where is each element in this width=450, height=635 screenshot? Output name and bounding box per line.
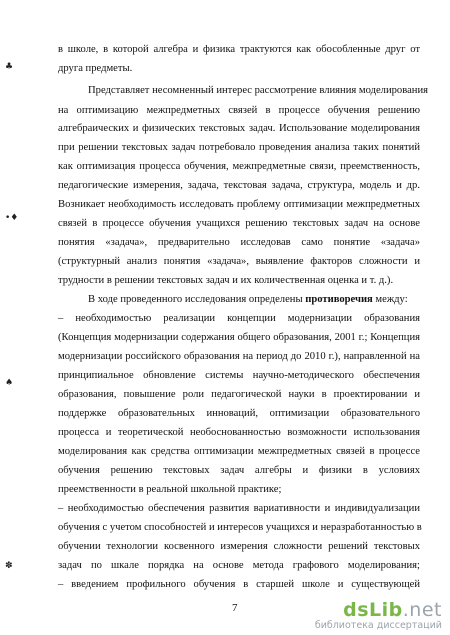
text-line: друга предметы. bbox=[58, 63, 133, 74]
text-line: задач по шкале порядка на основе метода графового моделирования; bbox=[58, 560, 420, 571]
text-fragment: В ходе проведенного исследования определены bbox=[88, 294, 306, 305]
text-fragment: между: bbox=[372, 294, 408, 305]
text-line: обучения решению текстовых задач алгебры и физики в условиях bbox=[58, 465, 420, 476]
text-line: на оптимизацию межпредметных связей в процессе обучения решению bbox=[58, 105, 420, 116]
watermark-subtitle: библиотека диссертаций bbox=[314, 620, 442, 631]
text-line: понятия «задача», предварительно исследовав само понятие «задача» bbox=[58, 237, 420, 248]
text-line: Возникает необходимость исследовать проблему оптимизации межпредметных bbox=[58, 199, 420, 210]
text-line: модернизации российского образования на период до 2010 г.), направленной на bbox=[58, 351, 420, 362]
text-line: при решении текстовых задач потребовало проведения анализа таких понятий bbox=[58, 142, 420, 153]
text-line: – необходимостью обеспечения развития вариативности и индивидуализации bbox=[58, 503, 420, 514]
text-line: преемственности в реальной школьной практике; bbox=[58, 484, 282, 495]
margin-mark: ♣ bbox=[5, 62, 14, 72]
text-line: образования, повышение роли педагогической науки в проектировании и bbox=[58, 389, 420, 400]
text-line: моделирования как средства оптимизации межпредметных связей в процессе bbox=[58, 446, 420, 457]
page-number: 7 bbox=[232, 602, 238, 614]
text-line: (структурный анализ понятия «задача», выявление факторов сложности и bbox=[58, 256, 420, 267]
text-line: процесса и теоретической необоснованностью возможности использования bbox=[58, 427, 420, 438]
text-line: обучении технологии косвенного измерения сложности решений текстовых bbox=[58, 541, 420, 552]
text-line: трудности в решении текстовых задач и их количественная оценка и т. д.). bbox=[58, 275, 394, 286]
watermark-logo-tld: .net bbox=[402, 599, 442, 621]
text-line bbox=[88, 293, 420, 306]
text-line: как оптимизация процесса обучения, межпредметные связи, преемственность, bbox=[58, 161, 420, 172]
text-line: в школе, в которой алгебра и физика трактуются как обособленные друг от bbox=[58, 44, 420, 55]
text-line: алгебраических и физических текстовых задач. Использование моделирования bbox=[58, 123, 420, 134]
text-line: – введением профильного обучения в старшей школе и существующей bbox=[58, 579, 420, 590]
text-line: (Концепция модернизации содержания общего образования, 2001 г.; Концепция bbox=[58, 332, 420, 343]
margin-mark: ✽ bbox=[5, 561, 13, 571]
text-line: – необходимостью реализации концепции модернизации образования bbox=[58, 313, 420, 324]
text-line: педагогические измерения, задача, текстовая задача, структура, модель и др. bbox=[58, 180, 420, 191]
margin-mark: ♠ bbox=[5, 378, 14, 388]
text-line: обучения с учетом способностей и интересов учащихся и неразработанностью в bbox=[58, 522, 422, 533]
margin-mark: •♦ bbox=[5, 213, 19, 223]
watermark-logo bbox=[343, 599, 442, 621]
text-line: Представляет несомненный интерес рассмотрение влияния моделирования bbox=[88, 85, 429, 96]
text-line: связей в процессе обучения учащихся решению текстовых задач на основе bbox=[58, 218, 420, 229]
text-line: принципиальное обновление системы научно-методического обеспечения bbox=[58, 370, 420, 381]
text-line: поддержке образовательных инноваций, оптимизации образовательного bbox=[58, 408, 420, 419]
watermark bbox=[306, 599, 442, 631]
watermark-logo-main: dsLib bbox=[343, 599, 403, 621]
bold-term: противоречия bbox=[305, 294, 373, 305]
